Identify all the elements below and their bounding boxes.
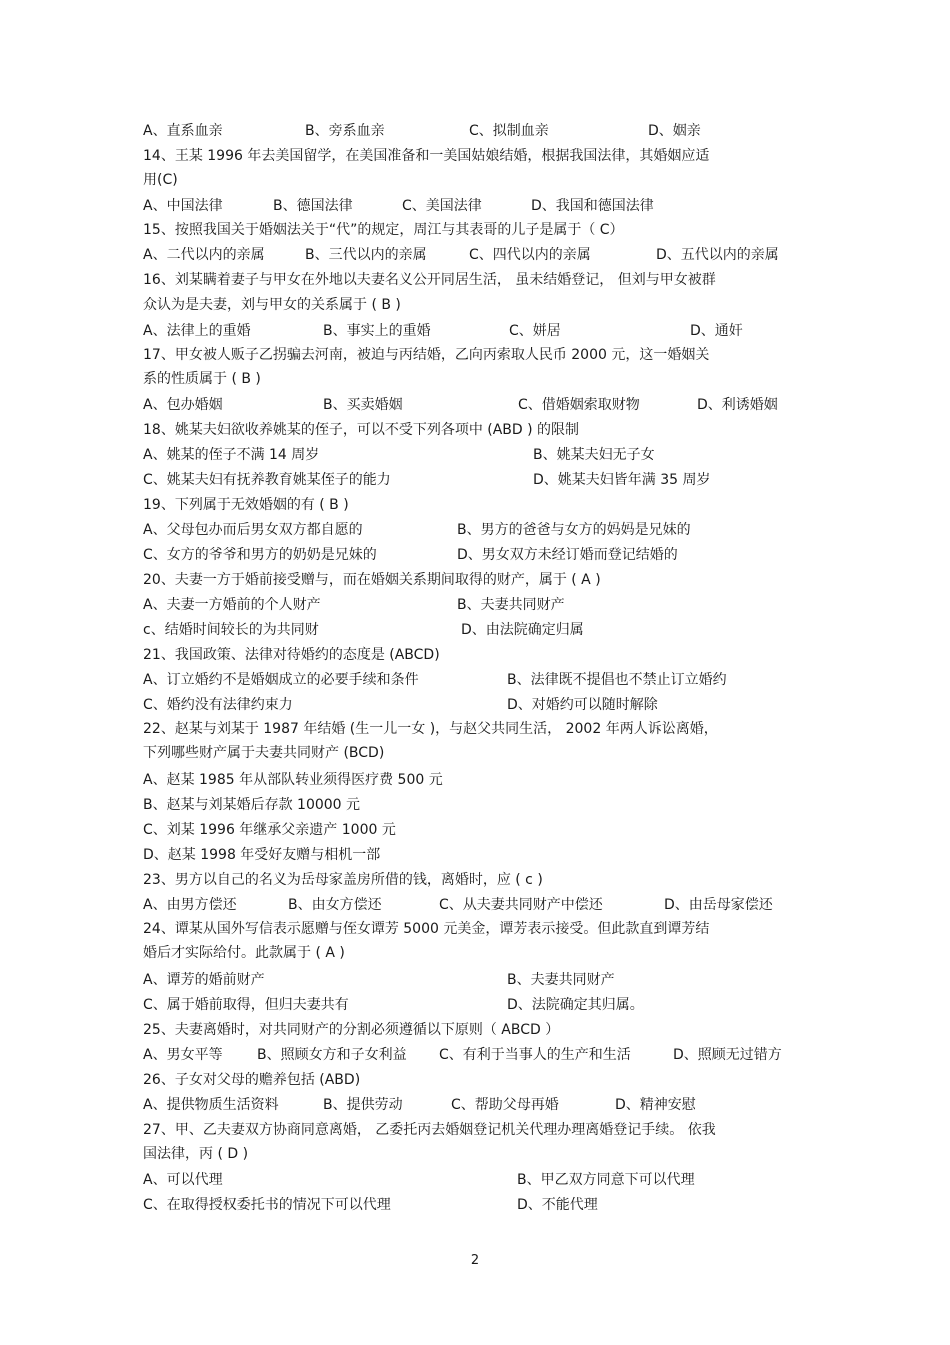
q13-options bbox=[143, 122, 823, 140]
q25-options bbox=[143, 1046, 823, 1064]
q24-options-row1 bbox=[143, 971, 823, 989]
option-d: D、由岳母家偿还 bbox=[664, 897, 773, 913]
q21-options-row1 bbox=[143, 671, 823, 689]
question-14-line2: 用(C) bbox=[143, 172, 178, 188]
option-c: C、属于婚前取得，但归夫妻共有 bbox=[143, 997, 349, 1013]
option-c: C、姚某夫妇有抚养教育姚某侄子的能力 bbox=[143, 472, 391, 488]
question-20: 20、夫妻一方于婚前接受赠与，而在婚姻关系期间取得的财产，属于 ( A ) bbox=[143, 572, 601, 588]
option-c: C、有利于当事人的生产和生活 bbox=[439, 1047, 631, 1063]
option-d: D、照顾无过错方 bbox=[673, 1047, 782, 1063]
option-a: A、男女平等 bbox=[143, 1047, 223, 1063]
q23-options bbox=[143, 896, 823, 914]
q26-options bbox=[143, 1096, 823, 1114]
q22-option-d: D、赵某 1998 年受好友赠与相机一部 bbox=[143, 847, 381, 863]
option-b: B、德国法律 bbox=[273, 198, 353, 214]
question-22-line1: 22、赵某与刘某于 1987 年结婚 (生一儿一女 )，与赵父共同生活， 2002 年两人诉讼离婚， bbox=[143, 721, 718, 737]
question-21: 21、我国政策、法律对待婚约的态度是 (ABCD) bbox=[143, 647, 440, 663]
option-b: B、甲乙双方同意下可以代理 bbox=[517, 1172, 695, 1188]
option-b: B、夫妻共同财产 bbox=[507, 972, 615, 988]
option-c: C、姘居 bbox=[509, 323, 561, 339]
option-a: A、法律上的重婚 bbox=[143, 323, 251, 339]
option-b: B、三代以内的亲属 bbox=[305, 247, 427, 263]
question-17-line1: 17、甲女被人贩子乙拐骗去河南，被迫与丙结婚，乙向丙索取人民币 2000 元，这一婚姻关 bbox=[143, 347, 710, 363]
q16-options bbox=[143, 322, 823, 340]
q27-options-row1 bbox=[143, 1171, 823, 1189]
option-c: C、帮助父母再婚 bbox=[451, 1097, 559, 1113]
option-a: A、直系血亲 bbox=[143, 123, 223, 139]
q21-options-row2 bbox=[143, 696, 823, 714]
option-a: A、姚某的侄子不满 14 周岁 bbox=[143, 447, 320, 463]
option-b: B、夫妻共同财产 bbox=[457, 597, 565, 613]
q18-options-row2 bbox=[143, 471, 823, 489]
option-c: C、女方的爷爷和男方的奶奶是兄妹的 bbox=[143, 547, 377, 563]
question-24-line1: 24、谭某从国外写信表示愿赠与侄女谭芳 5000 元美金，谭芳表示接受。但此款直到谭芳结 bbox=[143, 921, 710, 937]
option-c: C、拟制血亲 bbox=[469, 123, 549, 139]
q22-option-b: B、赵某与刘某婚后存款 10000 元 bbox=[143, 797, 361, 813]
question-17-line2: 系的性质属于 ( B ) bbox=[143, 371, 261, 387]
option-b: B、由女方偿还 bbox=[288, 897, 382, 913]
option-c: C、在取得授权委托书的情况下可以代理 bbox=[143, 1197, 391, 1213]
option-a: A、订立婚约不是婚姻成立的必要手续和条件 bbox=[143, 672, 419, 688]
question-26: 26、子女对父母的赡养包括 (ABD) bbox=[143, 1072, 361, 1088]
option-b: B、提供劳动 bbox=[323, 1097, 403, 1113]
question-25: 25、夫妻离婚时，对共同财产的分割必须遵循以下原则（ ABCD ） bbox=[143, 1022, 560, 1038]
option-b: B、旁系血亲 bbox=[305, 123, 385, 139]
q24-options-row2 bbox=[143, 996, 823, 1014]
option-d: D、姻亲 bbox=[648, 123, 701, 139]
q22-option-c: C、刘某 1996 年继承父亲遗产 1000 元 bbox=[143, 822, 396, 838]
q20-options-row2 bbox=[143, 621, 823, 639]
option-b: B、事实上的重婚 bbox=[323, 323, 431, 339]
q27-options-row2 bbox=[143, 1196, 823, 1214]
q15-options bbox=[143, 246, 823, 264]
q20-options-row1 bbox=[143, 596, 823, 614]
option-d: D、精神安慰 bbox=[615, 1097, 696, 1113]
q14-options bbox=[143, 197, 823, 215]
option-a: A、中国法律 bbox=[143, 198, 223, 214]
question-23: 23、男方以自己的名义为岳母家盖房所借的钱，离婚时，应 ( c ) bbox=[143, 872, 543, 888]
question-24-line2: 婚后才实际给付。此款属于 ( A ) bbox=[143, 945, 345, 961]
option-c: C、借婚姻索取财物 bbox=[518, 397, 640, 413]
option-c: c、结婚时间较长的为共同财 bbox=[143, 622, 319, 638]
option-a: A、夫妻一方婚前的个人财产 bbox=[143, 597, 321, 613]
option-d: D、法院确定其归属。 bbox=[507, 997, 644, 1013]
q18-options-row1 bbox=[143, 446, 823, 464]
question-22-line2: 下列哪些财产属于夫妻共同财产 (BCD) bbox=[143, 745, 385, 761]
option-d: D、五代以内的亲属 bbox=[656, 247, 779, 263]
option-b: B、姚某夫妇无子女 bbox=[533, 447, 655, 463]
q22-option-a: A、赵某 1985 年从部队转业须得医疗费 500 元 bbox=[143, 772, 443, 788]
option-d: D、对婚约可以随时解除 bbox=[507, 697, 658, 713]
option-a: A、可以代理 bbox=[143, 1172, 223, 1188]
option-b: B、照顾女方和子女利益 bbox=[257, 1047, 407, 1063]
question-27-line2: 国法律，丙 ( D ) bbox=[143, 1146, 249, 1162]
option-b: B、买卖婚姻 bbox=[323, 397, 403, 413]
question-27-line1: 27、甲、乙夫妻双方协商同意离婚， 乙委托丙去婚姻登记机关代理办理离婚登记手续。 依我 bbox=[143, 1122, 716, 1138]
option-a: A、谭芳的婚前财产 bbox=[143, 972, 265, 988]
option-c: C、四代以内的亲属 bbox=[469, 247, 591, 263]
option-c: C、婚约没有法律约束力 bbox=[143, 697, 293, 713]
option-d: D、我国和德国法律 bbox=[531, 198, 654, 214]
option-d: D、姚某夫妇皆年满 35 周岁 bbox=[533, 472, 711, 488]
option-d: D、通奸 bbox=[690, 323, 743, 339]
option-a: A、提供物质生活资料 bbox=[143, 1097, 279, 1113]
question-16-line1: 16、刘某瞒着妻子与甲女在外地以夫妻名义公开同居生活， 虽未结婚登记， 但刘与甲女被群 bbox=[143, 272, 716, 288]
option-d: D、利诱婚姻 bbox=[697, 397, 778, 413]
q19-options-row1 bbox=[143, 521, 823, 539]
q19-options-row2 bbox=[143, 546, 823, 564]
page-number: 2 bbox=[470, 1253, 480, 1268]
option-b: B、男方的爸爸与女方的妈妈是兄妹的 bbox=[457, 522, 691, 538]
option-a: A、二代以内的亲属 bbox=[143, 247, 265, 263]
question-14-line1: 14、王某 1996 年去美国留学，在美国准备和一美国姑娘结婚，根据我国法律，其婚姻应适 bbox=[143, 148, 710, 164]
question-18: 18、姚某夫妇欲收养姚某的侄子，可以不受下列各项中 (ABD ) 的限制 bbox=[143, 422, 580, 438]
option-a: A、父母包办而后男女双方都自愿的 bbox=[143, 522, 363, 538]
question-16-line2: 众认为是夫妻，刘与甲女的关系属于 ( B ) bbox=[143, 297, 401, 313]
option-b: B、法律既不提倡也不禁止订立婚约 bbox=[507, 672, 727, 688]
option-a: A、由男方偿还 bbox=[143, 897, 237, 913]
option-c: C、从夫妻共同财产中偿还 bbox=[439, 897, 603, 913]
option-a: A、包办婚姻 bbox=[143, 397, 223, 413]
question-19: 19、下列属于无效婚姻的有 ( B ) bbox=[143, 497, 349, 513]
option-d: D、不能代理 bbox=[517, 1197, 598, 1213]
question-15: 15、按照我国关于婚姻法关于“代”的规定，周江与其表哥的儿子是属于（ C） bbox=[143, 222, 624, 238]
option-d: D、由法院确定归属 bbox=[461, 622, 584, 638]
option-d: D、男女双方未经订婚而登记结婚的 bbox=[457, 547, 678, 563]
q17-options bbox=[143, 396, 823, 414]
option-c: C、美国法律 bbox=[402, 198, 482, 214]
